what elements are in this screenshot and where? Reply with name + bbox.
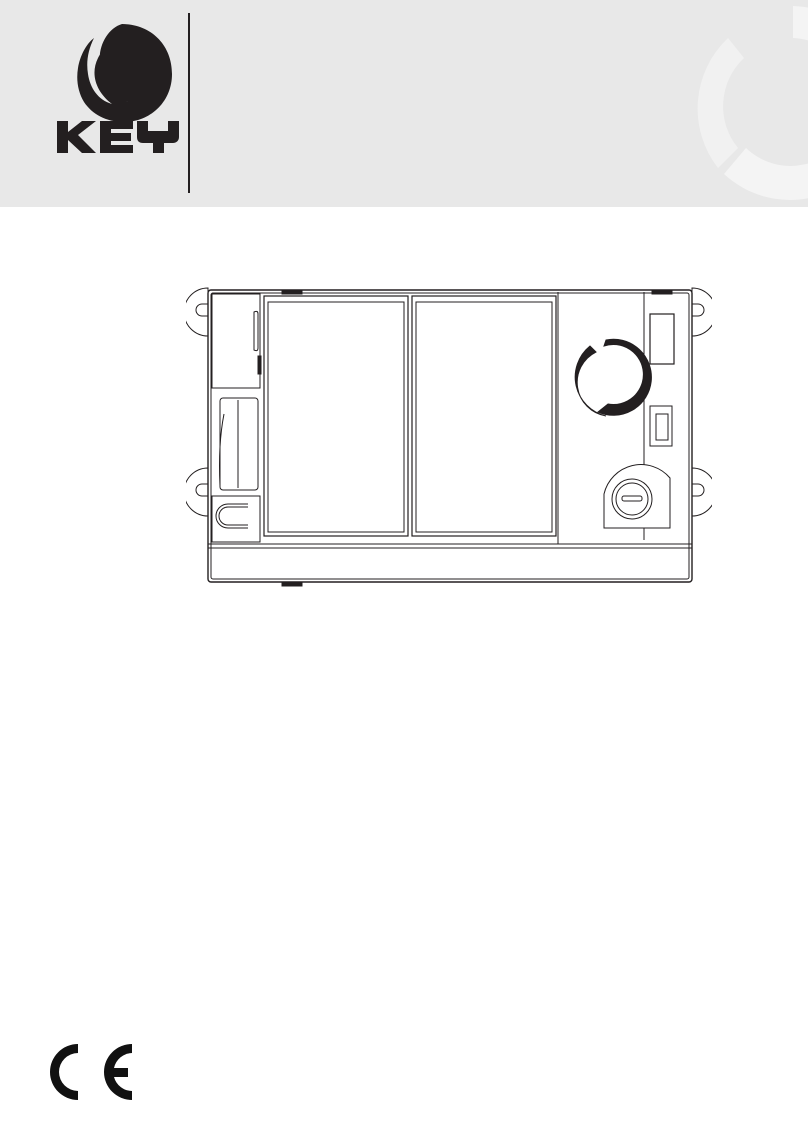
watermark-logo-icon	[688, 0, 808, 207]
key-logo-icon	[58, 22, 186, 182]
ce-mark-icon	[44, 1040, 138, 1104]
qr-code-icon[interactable]	[193, 1038, 265, 1110]
key-wordmark	[57, 121, 179, 153]
control-unit-board-icon	[186, 278, 712, 596]
header-band	[0, 0, 808, 207]
header-divider	[188, 13, 190, 193]
